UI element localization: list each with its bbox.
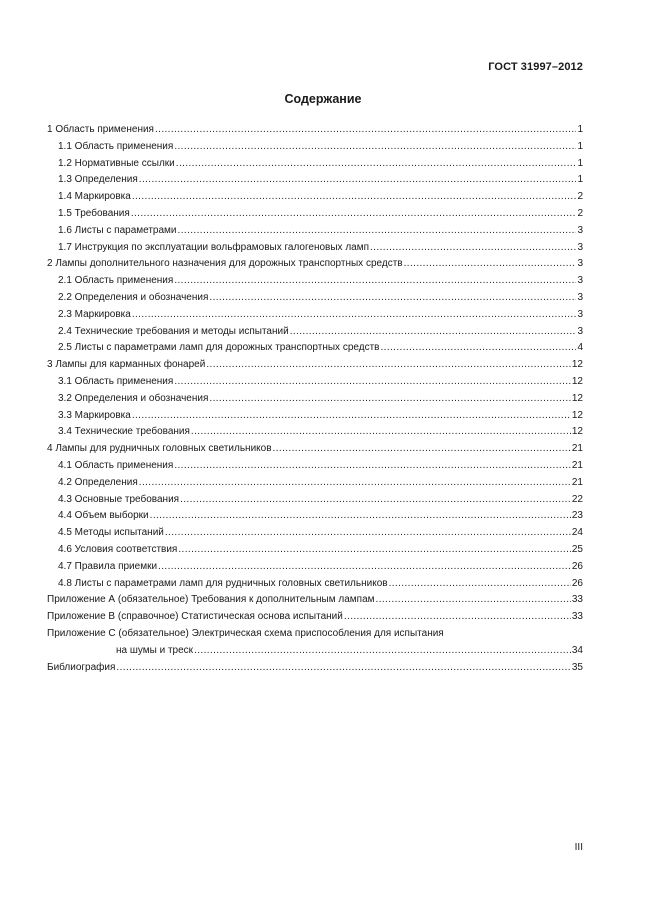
toc-entry[interactable] [47,273,583,290]
toc-entry-title: 2.3 Маркировка [58,308,131,320]
toc-entry-title: 1.2 Нормативные ссылки [58,157,175,169]
toc-entry-title: 1.1 Область применения [58,140,174,152]
dot-leader [139,475,571,492]
toc-entry[interactable] [47,492,583,509]
toc-entry-page: 3 [577,325,583,337]
dot-leader [209,391,570,408]
dot-leader [194,643,571,660]
toc-entry[interactable] [47,643,583,660]
toc-entry-page: 2 [577,191,583,203]
dot-leader [389,576,571,593]
toc-entry[interactable] [47,307,583,324]
toc-entry-title: 1.4 Маркировка [58,191,131,203]
toc-entry[interactable] [47,626,583,643]
toc-entry[interactable] [47,139,583,156]
dot-leader [178,542,571,559]
dot-leader [344,609,571,626]
toc-entry-page: 1 [577,157,583,169]
toc-entry[interactable] [47,357,583,374]
toc-entry[interactable] [47,458,583,475]
toc-entry-page: 26 [571,560,583,572]
document-id: ГОСТ 31997–2012 [488,61,583,73]
toc-entry-title: 4.6 Условия соответствия [58,543,178,555]
table-of-contents [47,122,583,676]
toc-entry-title: 4.3 Основные требования [58,493,180,505]
toc-entry-page: 4 [577,342,583,354]
dot-leader [206,357,571,374]
dot-leader [404,256,577,273]
dot-leader [165,525,571,542]
toc-entry-title: 4 Лампы для рудничных головных светильников [47,443,272,455]
toc-entry-title: 3.1 Область применения [58,375,174,387]
toc-entry-title: 3.4 Технические требования [58,426,190,438]
toc-entry[interactable] [47,475,583,492]
dot-leader [132,307,577,324]
toc-entry-title: Приложение В (справочное) Статистическая основа испытаний [47,611,343,623]
dot-leader [174,374,571,391]
toc-entry-page: 35 [571,661,583,673]
toc-entry[interactable] [47,172,583,189]
toc-entry-page: 3 [577,258,583,270]
toc-entry-page: 24 [571,527,583,539]
toc-entry-title: 2.1 Область применения [58,275,174,287]
toc-entry-page: 12 [571,426,583,438]
toc-entry[interactable] [47,576,583,593]
toc-entry[interactable] [47,189,583,206]
dot-leader [273,441,571,458]
dot-leader [116,660,570,677]
toc-entry-page: 21 [571,443,583,455]
toc-entry-page: 33 [571,611,583,623]
toc-entry-page: 12 [571,392,583,404]
toc-entry[interactable] [47,374,583,391]
toc-entry-title: 4.4 Объем выборки [58,510,149,522]
dot-leader [376,592,571,609]
toc-entry-page: 34 [571,644,583,656]
dot-leader [155,122,576,139]
dot-leader [158,559,571,576]
toc-entry-title: 4.2 Определения [58,476,138,488]
toc-entry-title: Приложение А (обязательное) Требования к дополнительным лампам [47,594,375,606]
toc-entry-title: Библиография [47,661,116,673]
toc-entry[interactable] [47,424,583,441]
toc-entry-title: 3.3 Маркировка [58,409,131,421]
toc-entry[interactable] [47,122,583,139]
dot-leader [150,508,571,525]
toc-entry-page: 1 [577,174,583,186]
toc-entry[interactable] [47,609,583,626]
toc-entry-title: 2.5 Листы с параметрами ламп для дорожных транспортных средств [58,342,380,354]
page-number: III [574,842,583,853]
toc-entry-page: 21 [571,459,583,471]
toc-entry-title: 1 Область применения [47,124,154,135]
toc-entry-title: 1.5 Требования [58,207,130,219]
dot-leader [290,324,577,341]
toc-entry-title: 1.3 Определения [58,174,138,186]
dot-leader [176,156,577,173]
toc-entry-title: 3 Лампы для карманных фонарей [47,359,206,371]
toc-entry-page: 1 [577,124,583,135]
toc-entry-page: 3 [577,275,583,287]
toc-entry-page: 12 [571,359,583,371]
toc-entry-page: 25 [571,543,583,555]
dot-leader [380,340,576,357]
toc-entry[interactable] [47,525,583,542]
toc-entry-title: Приложение С (обязательное) Электрическая схема приспособления для испытания [47,627,444,639]
toc-entry[interactable] [47,240,583,257]
toc-entry[interactable] [47,324,583,341]
dot-leader [131,206,577,223]
toc-entry[interactable] [47,340,583,357]
dot-leader [139,172,577,189]
dot-leader [370,240,576,257]
dot-leader [178,223,577,240]
toc-entry-title: 1.6 Листы с параметрами [58,224,177,236]
toc-entry-page: 3 [577,241,583,253]
toc-entry-title: 3.2 Определения и обозначения [58,392,209,404]
toc-entry-title: 4.1 Область применения [58,459,174,471]
toc-entry-title: 1.7 Инструкция по эксплуатации вольфрамовых галогеновых ламп [58,241,370,253]
toc-entry-page: 3 [577,291,583,303]
dot-leader [174,458,571,475]
dot-leader [132,408,571,425]
toc-entry[interactable] [47,156,583,173]
toc-entry-page: 23 [571,510,583,522]
toc-entry[interactable] [47,408,583,425]
toc-entry[interactable] [47,206,583,223]
toc-entry[interactable] [47,290,583,307]
toc-entry[interactable] [47,256,583,273]
toc-entry[interactable] [47,391,583,408]
toc-entry[interactable] [47,223,583,240]
toc-entry-title: 4.8 Листы с параметрами ламп для рудничных головных светильников [58,577,388,589]
toc-entry[interactable] [47,441,583,458]
toc-entry-title: на шумы и треск [116,644,194,656]
toc-entry-page: 33 [571,594,583,606]
dot-leader [191,424,571,441]
toc-entry-page: 2 [577,207,583,219]
dot-leader [209,290,576,307]
toc-entry-page: 21 [571,476,583,488]
toc-entry[interactable] [47,559,583,576]
toc-entry-page: 3 [577,308,583,320]
toc-entry-title: 4.5 Методы испытаний [58,527,164,539]
toc-entry[interactable] [47,592,583,609]
dot-leader [180,492,571,509]
toc-entry-page: 3 [577,224,583,236]
toc-entry[interactable] [47,508,583,525]
toc-entry[interactable] [47,542,583,559]
page-title: Содержание [284,92,362,106]
toc-entry-title: 2.2 Определения и обозначения [58,291,209,303]
dot-leader [174,273,576,290]
toc-entry-title: 2 Лампы дополнительного назначения для дорожных транспортных средств [47,258,403,270]
toc-entry[interactable] [47,660,583,677]
toc-entry-page: 22 [571,493,583,505]
toc-entry-title: 4.7 Правила приемки [58,560,158,572]
dot-leader [174,139,576,156]
dot-leader [132,189,577,206]
toc-entry-page: 12 [571,409,583,421]
toc-entry-page: 26 [571,577,583,589]
toc-entry-page: 12 [571,375,583,387]
toc-entry-page: 1 [577,140,583,152]
toc-entry-title: 2.4 Технические требования и методы испытаний [58,325,289,337]
